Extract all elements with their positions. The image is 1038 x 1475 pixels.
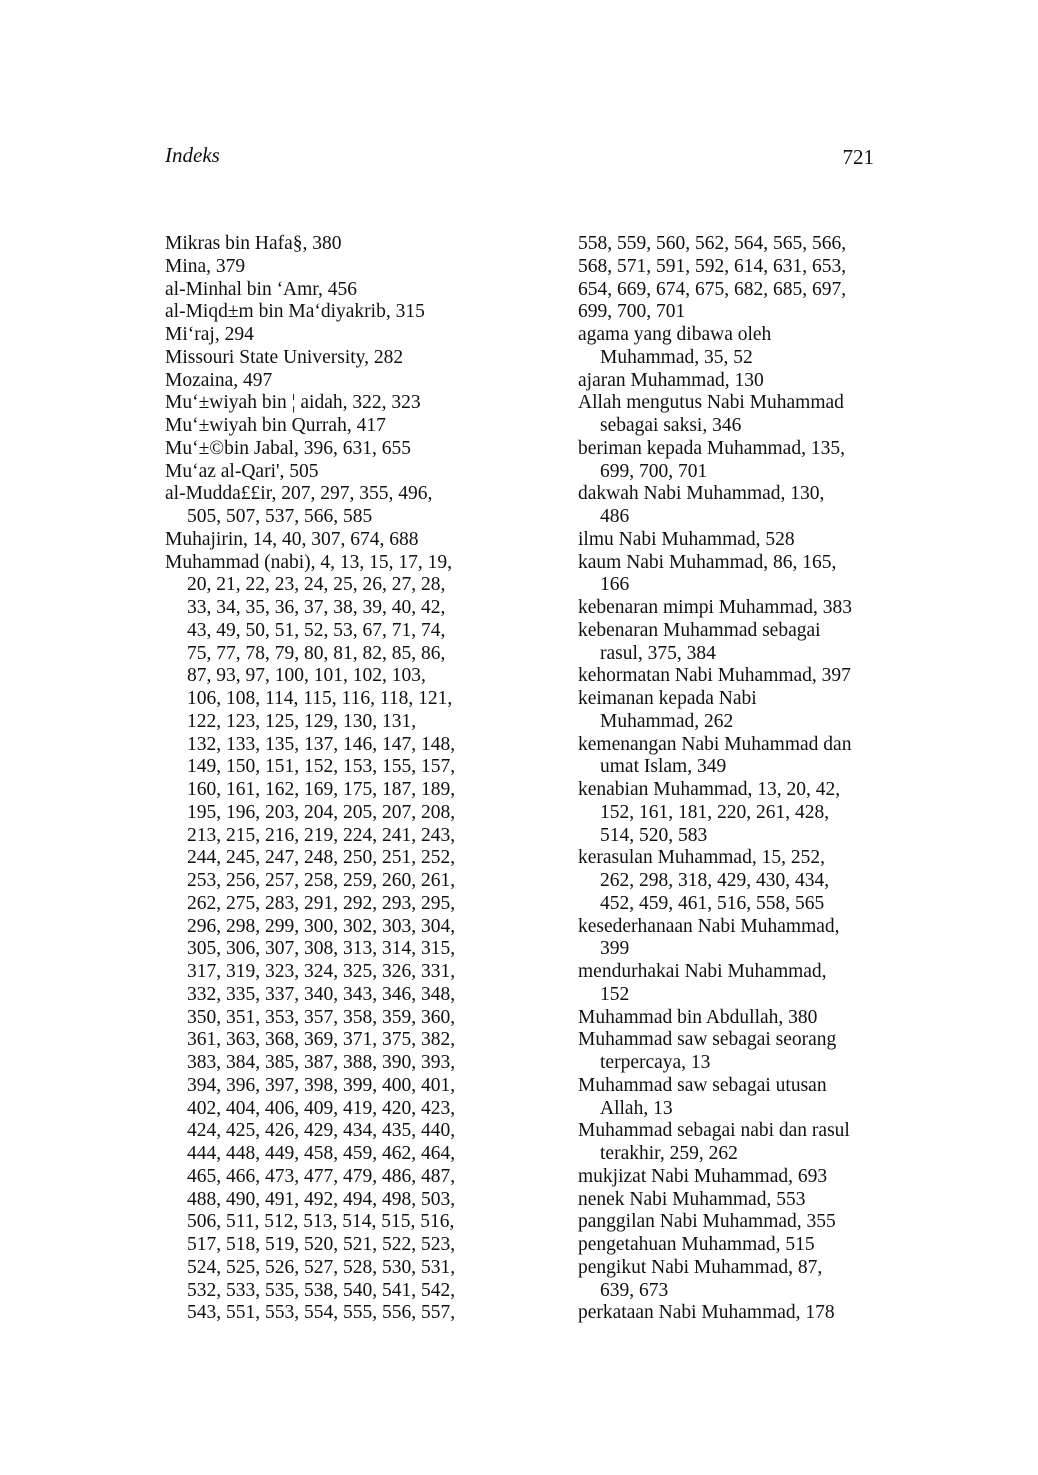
index-entry-continuation: 244, 245, 247, 248, 250, 251, 252, [187, 847, 456, 869]
index-entry-continuation: terpercaya, 13 [600, 1052, 711, 1073]
index-entry: kenabian Muhammad, 13, 20, 42, [578, 779, 841, 800]
index-entry-continuation: 699, 700, 701 [600, 460, 708, 482]
index-entry-continuation: 262, 298, 318, 429, 430, 434, [600, 870, 830, 891]
index-entry-continuation: 195, 196, 203, 204, 205, 207, 208, [187, 801, 456, 823]
index-entry-continuation: Muhammad, 262 [600, 710, 734, 732]
index-entry-continuation: 106, 108, 114, 115, 116, 118, 121, [187, 688, 453, 709]
index-entry-continuation: 75, 77, 78, 79, 80, 81, 82, 85, 86, [187, 642, 446, 664]
index-entry-continuation: 524, 525, 526, 527, 528, 530, 531, [187, 1256, 456, 1278]
index-entry: Muhajirin, 14, 40, 307, 674, 688 [165, 528, 419, 550]
index-entry-continuation: 488, 490, 491, 492, 494, 498, 503, [187, 1188, 456, 1210]
index-entry: 699, 700, 701 [578, 301, 686, 323]
index-entry-continuation: rasul, 375, 384 [600, 642, 716, 664]
index-entry-continuation: 424, 425, 426, 429, 434, 435, 440, [187, 1120, 456, 1142]
index-entry-continuation: 332, 335, 337, 340, 343, 346, 348, [187, 983, 456, 1005]
index-entry: kemenangan Nabi Muhammad dan [578, 733, 852, 755]
index-entry: al-Minhal bin ‘Amr, 456 [165, 278, 358, 300]
index-entry: Muhammad saw sebagai seorang [578, 1029, 837, 1051]
index-entry-continuation: 152 [600, 983, 630, 1005]
index-entry-continuation: 296, 298, 299, 300, 302, 303, 304, [187, 915, 456, 937]
index-entry: pengetahuan Muhammad, 515 [578, 1234, 815, 1255]
index-entry-continuation: 361, 363, 368, 369, 371, 375, 382, [187, 1029, 456, 1051]
index-entry: nenek Nabi Muhammad, 553 [578, 1188, 806, 1210]
running-title: Indeks [165, 143, 220, 167]
index-entry-continuation: 506, 511, 512, 513, 514, 515, 516, [187, 1211, 455, 1233]
index-entry: 654, 669, 674, 675, 682, 685, 697, [578, 278, 847, 300]
index-entry: mukjizat Nabi Muhammad, 693 [578, 1165, 828, 1187]
index-entry: Muhammad sebagai nabi dan rasul [578, 1120, 850, 1142]
index-entry: mendurhakai Nabi Muhammad, [578, 961, 827, 982]
index-entry-continuation: 213, 215, 216, 219, 224, 241, 243, [187, 824, 456, 846]
index-entry-continuation: 87, 93, 97, 100, 101, 102, 103, [187, 665, 426, 687]
index-entry-continuation: umat Islam, 349 [600, 756, 727, 778]
index-entry: 558, 559, 560, 562, 564, 565, 566, [578, 233, 847, 254]
index-entry: agama yang dibawa oleh [578, 324, 772, 345]
index-entry: Mu‘±©bin Jabal, 396, 631, 655 [165, 437, 411, 459]
index-entry-continuation: 639, 673 [600, 1279, 669, 1301]
index-entry-continuation: 317, 319, 323, 324, 325, 326, 331, [187, 961, 456, 982]
index-entry-continuation: 486 [600, 506, 630, 527]
index-entry: Muhammad saw sebagai utusan [578, 1074, 827, 1096]
index-column-right [578, 233, 878, 1325]
index-entry-continuation: sebagai saksi, 346 [600, 415, 742, 436]
index-entry-continuation: 517, 518, 519, 520, 521, 522, 523, [187, 1234, 456, 1255]
index-entry: kebenaran mimpi Muhammad, 383 [578, 597, 853, 618]
index-entry-continuation: 394, 396, 397, 398, 399, 400, 401, [187, 1074, 456, 1096]
index-entry: al-Mudda££ir, 207, 297, 355, 496, [165, 483, 433, 505]
index-entry: pengikut Nabi Muhammad, 87, [578, 1256, 823, 1278]
index-entry-continuation: 444, 448, 449, 458, 459, 462, 464, [187, 1143, 456, 1164]
index-entry: Mozaina, 497 [165, 369, 273, 391]
index-entry-continuation: 149, 150, 151, 152, 153, 155, 157, [187, 756, 456, 778]
index-entry-continuation: terakhir, 259, 262 [600, 1143, 738, 1164]
index-entry: Missouri State University, 282 [165, 346, 404, 368]
index-entry: Mu‘az al-Qari', 505 [165, 460, 319, 482]
index-entry: ilmu Nabi Muhammad, 528 [578, 528, 795, 550]
index-entry-continuation: Allah, 13 [600, 1097, 673, 1119]
index-entry: Muhammad (nabi), 4, 13, 15, 17, 19, [165, 551, 453, 573]
index-entry-continuation: Muhammad, 35, 52 [600, 346, 753, 368]
index-entry-continuation: 166 [600, 574, 630, 596]
index-entry: 568, 571, 591, 592, 614, 631, 653, [578, 255, 847, 277]
index-entry: kehormatan Nabi Muhammad, 397 [578, 665, 851, 687]
index-entry: Mikras bin Hafa§, 380 [165, 233, 342, 254]
index-entry: ajaran Muhammad, 130 [578, 369, 764, 391]
index-entry: panggilan Nabi Muhammad, 355 [578, 1211, 836, 1233]
index-entry-continuation: 543, 551, 553, 554, 555, 556, 557, [187, 1302, 456, 1324]
index-entry-continuation: 514, 520, 583 [600, 824, 708, 846]
index-entry-continuation: 122, 123, 125, 129, 130, 131, [187, 710, 417, 732]
index-entry-continuation: 383, 384, 385, 387, 388, 390, 393, [187, 1052, 456, 1073]
index-entry: dakwah Nabi Muhammad, 130, [578, 483, 825, 505]
index-entry: Mu‘±wiyah bin ¦ aidah, 322, 323 [165, 392, 421, 414]
index-entry-continuation: 505, 507, 537, 566, 585 [187, 506, 373, 527]
index-entry: Mu‘±wiyah bin Qurrah, 417 [165, 415, 386, 436]
index-column-left [165, 233, 537, 1325]
index-entry: kerasulan Muhammad, 15, 252, [578, 847, 825, 869]
index-entry-continuation: 43, 49, 50, 51, 52, 53, 67, 71, 74, [187, 619, 446, 641]
index-entry: Muhammad bin Abdullah, 380 [578, 1006, 818, 1028]
index-entry-continuation: 20, 21, 22, 23, 24, 25, 26, 27, 28, [187, 574, 446, 596]
index-entry-continuation: 132, 133, 135, 137, 146, 147, 148, [187, 733, 456, 755]
index-entry: kaum Nabi Muhammad, 86, 165, [578, 551, 837, 573]
index-entry: beriman kepada Muhammad, 135, [578, 437, 845, 459]
index-entry: kesederhanaan Nabi Muhammad, [578, 915, 840, 937]
page-number: 721 [842, 145, 874, 169]
index-entry-continuation: 402, 404, 406, 409, 419, 420, 423, [187, 1097, 456, 1119]
index-entry: keimanan kepada Nabi [578, 688, 757, 709]
index-entry-continuation: 152, 161, 181, 220, 261, 428, [600, 801, 830, 823]
index-entry-continuation: 160, 161, 162, 169, 175, 187, 189, [187, 779, 456, 800]
index-entry-continuation: 532, 533, 535, 538, 540, 541, 542, [187, 1279, 456, 1301]
index-entry-continuation: 33, 34, 35, 36, 37, 38, 39, 40, 42, [187, 597, 446, 618]
index-entry-continuation: 350, 351, 353, 357, 358, 359, 360, [187, 1006, 456, 1028]
index-entry: Allah mengutus Nabi Muhammad [578, 392, 844, 414]
index-entry: Mina, 379 [165, 255, 246, 277]
index-entry-continuation: 253, 256, 257, 258, 259, 260, 261, [187, 870, 456, 891]
index-entry: Mi‘raj, 294 [165, 324, 254, 345]
index-entry-continuation: 262, 275, 283, 291, 292, 293, 295, [187, 892, 456, 914]
index-entry-continuation: 465, 466, 473, 477, 479, 486, 487, [187, 1165, 456, 1187]
index-entry-continuation: 399 [600, 938, 630, 960]
index-entry: al-Miqd±m bin Ma‘diyakrib, 315 [165, 301, 425, 323]
index-entry: kebenaran Muhammad sebagai [578, 619, 821, 641]
index-entry-continuation: 305, 306, 307, 308, 313, 314, 315, [187, 938, 456, 960]
index-entry: perkataan Nabi Muhammad, 178 [578, 1302, 835, 1324]
index-entry-continuation: 452, 459, 461, 516, 558, 565 [600, 892, 825, 914]
